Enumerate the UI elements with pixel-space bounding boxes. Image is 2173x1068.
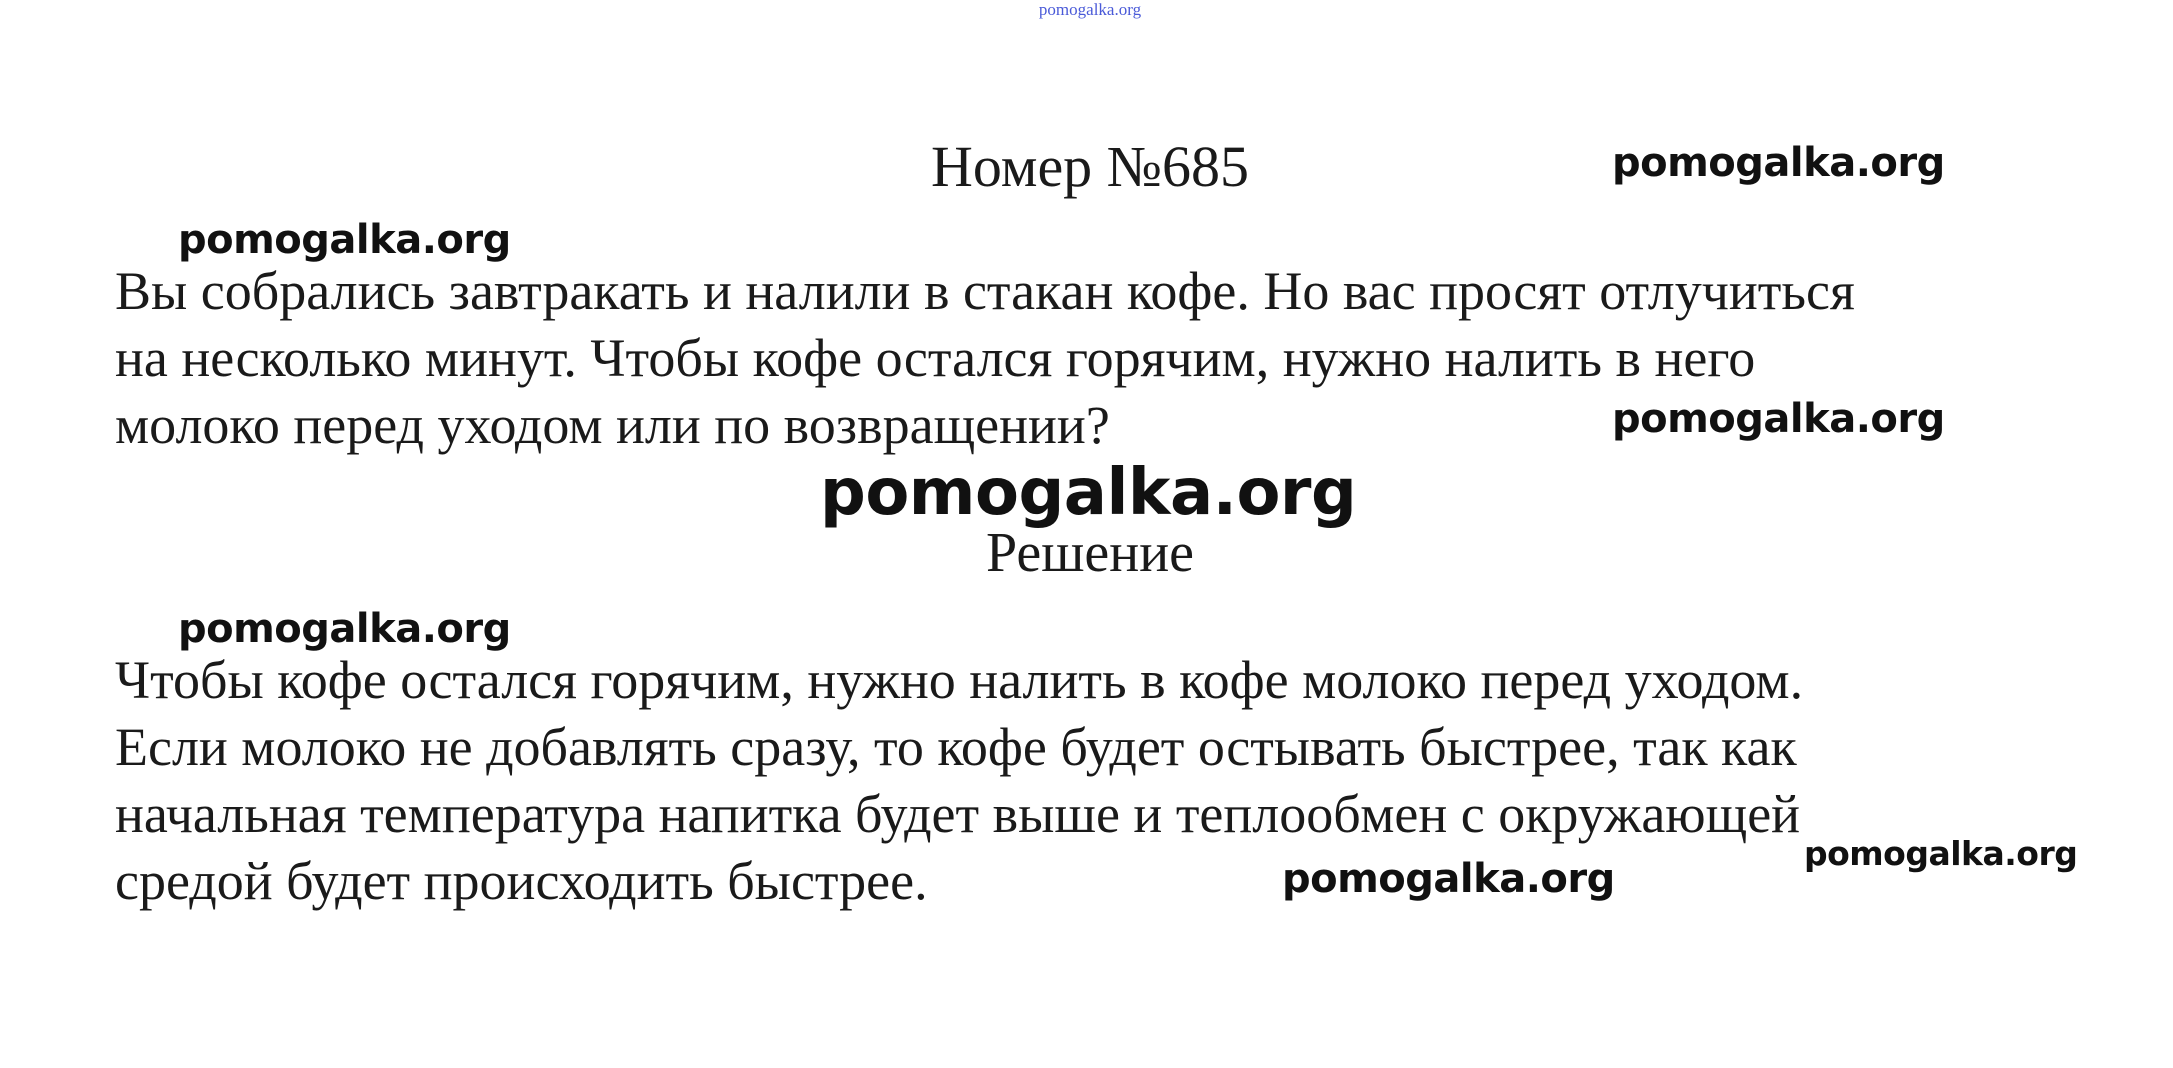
- site-header-link[interactable]: pomogalka.org: [1038, 0, 1142, 19]
- page-title: Номер №685: [930, 134, 1250, 199]
- watermark: pomogalka.org: [178, 217, 511, 263]
- watermark: pomogalka.org: [820, 456, 1357, 530]
- watermark: pomogalka.org: [1612, 140, 1945, 186]
- watermark: pomogalka.org: [1282, 856, 1615, 902]
- solution-line: начальная температура напитка будет выше и теплообмен с окружающей: [115, 784, 1801, 844]
- solution-line: Если молоко не добавлять сразу, то кофе будет остывать быстрее, так как: [115, 717, 1797, 777]
- solution-heading: Решение: [985, 522, 1195, 584]
- watermark: pomogalka.org: [1612, 396, 1945, 442]
- watermark: pomogalka.org: [178, 606, 511, 652]
- watermark: pomogalka.org: [1804, 834, 2078, 873]
- problem-line: Вы собрались завтракать и налили в стакан кофе. Но вас просят отлучиться: [115, 261, 1855, 321]
- solution-text: [115, 647, 2115, 915]
- problem-line: молоко перед уходом или по возвращении?: [115, 395, 1110, 455]
- problem-line: на несколько минут. Чтобы кофе остался горячим, нужно налить в него: [115, 328, 1756, 388]
- solution-line: Чтобы кофе остался горячим, нужно налить в кофе молоко перед уходом.: [115, 650, 1804, 710]
- solution-line: средой будет происходить быстрее.: [115, 851, 928, 911]
